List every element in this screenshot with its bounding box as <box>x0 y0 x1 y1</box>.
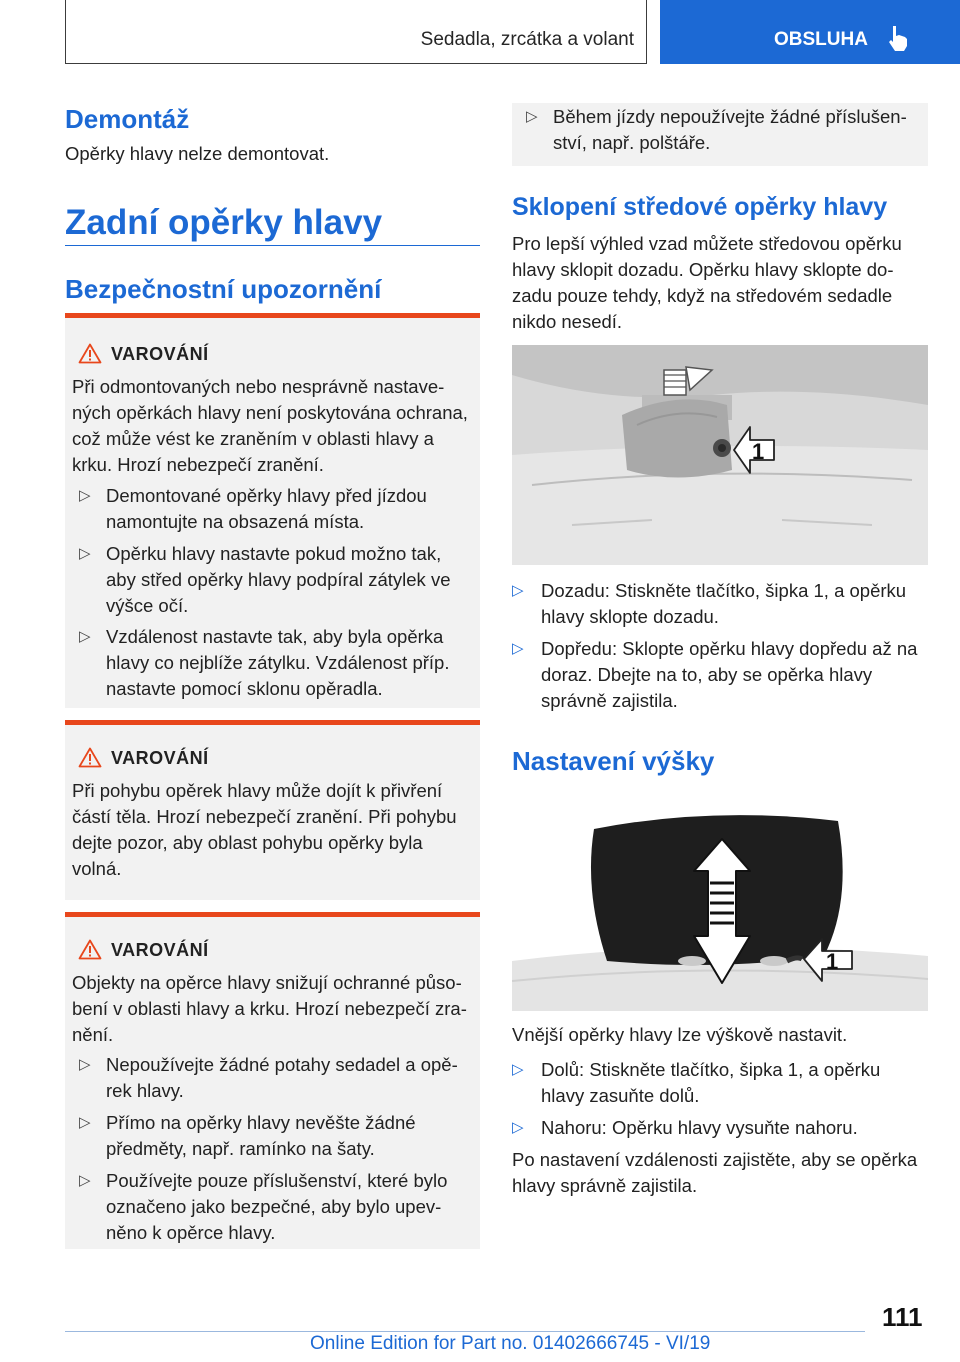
section-title: Zadní opěrky hlavy <box>65 203 383 242</box>
triangle-bullet-icon: ▷ <box>79 1056 91 1073</box>
warning-title: VAROVÁNÍ <box>111 344 209 364</box>
triangle-bullet-icon: ▷ <box>79 1172 91 1189</box>
triangle-bullet-icon: ▷ <box>79 487 91 504</box>
triangle-bullet-icon: ▷ <box>79 628 91 645</box>
triangle-bullet-icon: ▷ <box>512 1119 524 1136</box>
list-item: ▷ Dolů: Stiskněte tlačítko, šipka 1, a opěrku hlavy zasuňte dolů. <box>512 1059 881 1106</box>
list-item: ▷ Opěrku hlavy nastavte pokud možno tak, aby střed opěrky hlavy podpíral zátylek ve výšce očí. <box>79 543 451 616</box>
footer-divider <box>65 1331 865 1332</box>
warning-box-2 <box>65 720 480 900</box>
warning-title: VAROVÁNÍ <box>111 748 209 768</box>
triangle-bullet-icon: ▷ <box>79 545 91 562</box>
vysky-title: Nastavení výšky <box>512 746 715 776</box>
top-bullet-box <box>512 103 928 166</box>
triangle-bullet-icon: ▷ <box>79 1114 91 1131</box>
sklopeni-title: Sklopení středové opěrky hlavy <box>512 193 888 221</box>
list-item: ▷ Přímo na opěrky hlavy nevěšte žádné předměty, např. ramínko na šaty. <box>79 1112 416 1159</box>
header-section-box <box>65 0 647 64</box>
closing-text: Po nastavení vzdálenosti zajistěte, aby se opěrka hlavy správně zajistila. <box>512 1149 918 1196</box>
warning-text: Objekty na opěrce hlavy snižují ochranné půso- bení v oblasti hlavy a krku. Hrozí nebezpečí zra- nění. <box>72 972 467 1045</box>
image1-number-label: 1 <box>752 439 765 464</box>
page-number: 111 <box>882 1302 923 1332</box>
footer-edition: Online Edition for Part no. 01402666745 - VI/19 <box>310 1333 711 1354</box>
list-item: ▷ Během jízdy nepoužívejte žádné příslušen- ství, např. polštáře. <box>526 106 907 153</box>
warning-icon <box>78 343 102 364</box>
list-item: ▷ Dopředu: Sklopte opěrku hlavy dopředu až na doraz. Dbejte na to, aby se opěrka hlavy správně zajistila. <box>512 638 918 711</box>
hand-pointer-icon <box>886 24 910 52</box>
triangle-bullet-icon: ▷ <box>512 640 524 657</box>
image2-number-label: 1 <box>826 949 839 974</box>
headrest-fold-image <box>512 345 928 565</box>
warning-bar <box>65 313 480 318</box>
warning-title: VAROVÁNÍ <box>111 940 209 960</box>
list-item: ▷ Vzdálenost nastavte tak, aby byla opěrka hlavy co nejblíže zátylku. Vzdálenost příp. nastavte pomocí sklonu opěradla. <box>79 626 450 699</box>
triangle-bullet-icon: ▷ <box>512 1061 524 1078</box>
subsection-title: Bezpečnostní upozornění <box>65 274 382 304</box>
triangle-bullet-icon: ▷ <box>526 108 538 125</box>
triangle-bullet-icon: ▷ <box>512 582 524 599</box>
list-item: ▷ Demontované opěrky hlavy před jízdou namontujte na obsazená místa. <box>79 485 427 532</box>
demontaz-title: Demontáž <box>65 104 190 134</box>
warning-text: Při odmontovaných nebo nesprávně nastave- ných opěrkách hlavy není poskytována ochrana, což může vést ke zraněním v oblasti hlavy a krku. Hrozí nebezpečí zranění. <box>72 376 468 475</box>
warning-box-3 <box>65 912 480 1249</box>
header-section-title: Sedadla, zrcátka a volant <box>420 29 634 50</box>
warning-bar <box>65 720 480 725</box>
sklopeni-text: Pro lepší výhled vzad můžete středovou opěrku hlavy sklopit dozadu. Opěrku hlavy sklopte do- zadu pouze tehdy, když na středovém sedadle nikdo nesedí. <box>512 233 902 332</box>
demontaz-text: Opěrky hlavy nelze demontovat. <box>65 143 330 164</box>
headrest-height-image <box>512 811 928 1011</box>
section-divider <box>65 245 480 246</box>
header-tab-label: OBSLUHA <box>774 29 868 50</box>
list-item: ▷ Dozadu: Stiskněte tlačítko, šipka 1, a opěrku hlavy sklopte dozadu. <box>512 580 907 627</box>
warning-icon <box>78 939 102 960</box>
list-item: ▷ Nepoužívejte žádné potahy sedadel a opě- rek hlavy. <box>79 1054 458 1101</box>
warning-bar <box>65 912 480 917</box>
vysky-text: Vnější opěrky hlavy lze výškově nastavit. <box>512 1024 848 1045</box>
warning-box-1 <box>65 313 480 708</box>
warning-icon <box>78 747 102 768</box>
warning-text: Při pohybu opěrek hlavy může dojít k přivření částí těla. Hrozí nebezpečí zranění. Při pohybu dejte pozor, aby oblast pohybu opěrky byla volná. <box>72 780 457 879</box>
header-tab[interactable] <box>660 0 960 64</box>
list-item: ▷ Používejte pouze příslušenství, které bylo označeno jako bezpečné, aby bylo upev- něno k opěrce hlavy. <box>79 1170 448 1243</box>
list-item: ▷ Nahoru: Opěrku hlavy vysuňte nahoru. <box>512 1115 858 1141</box>
